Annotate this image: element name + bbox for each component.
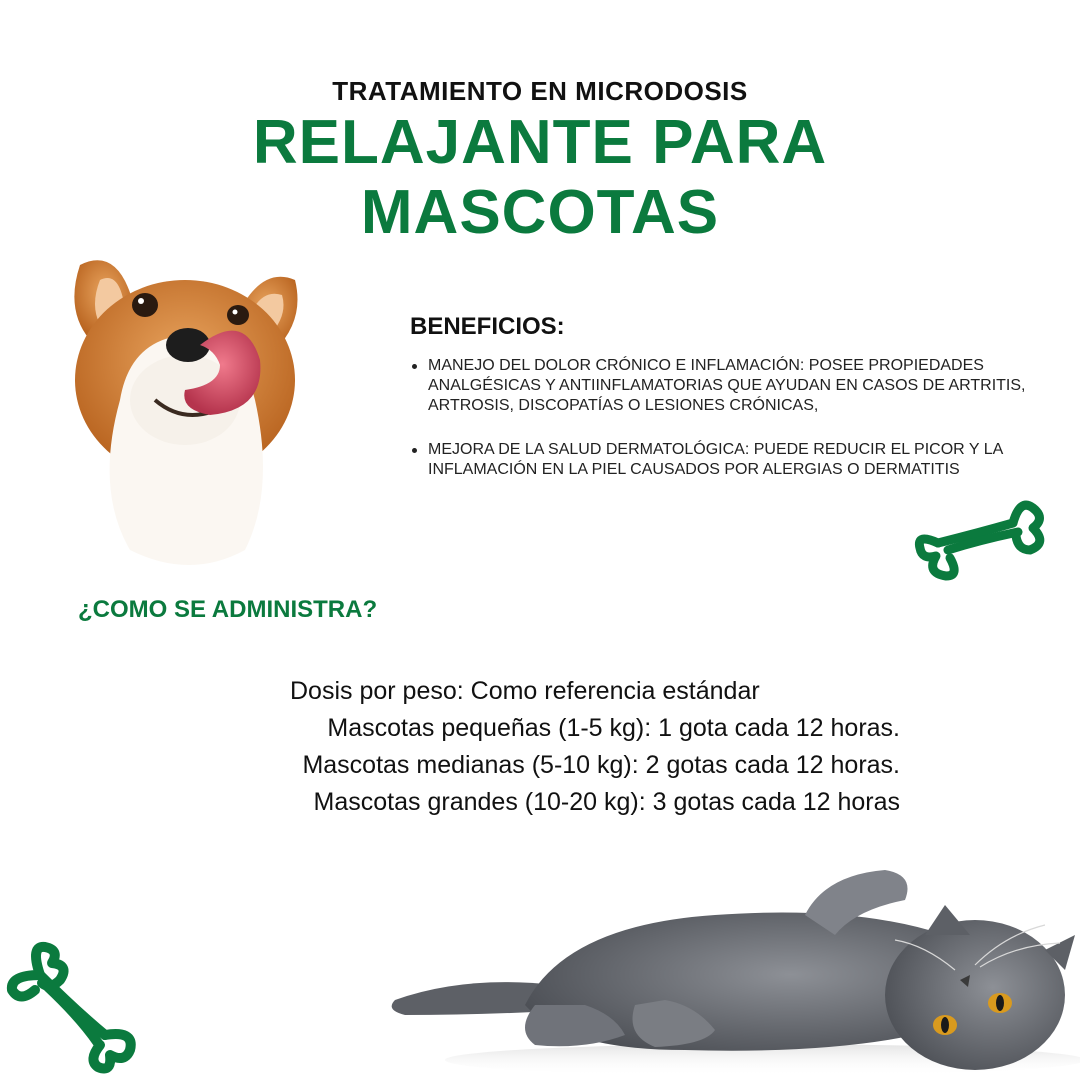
title-line-2: MASCOTAS: [360, 178, 720, 247]
corgi-dog-image: [60, 250, 305, 570]
benefit-item: MEJORA DE LA SALUD DERMATOLÓGICA: PUEDE REDUCIR EL PICOR Y LA INFLAMACIÓN EN LA PIEL CAUSADOS POR ALERGIAS O DERMATITIS: [410, 440, 1050, 480]
dose-line: Dosis por peso: Como referencia estándar: [290, 677, 760, 705]
page-title: [0, 108, 1080, 248]
green-bone-icon: [0, 935, 145, 1075]
dose-line: Mascotas medianas (5-10 kg): 2 gotas cada 12 horas.: [302, 751, 900, 779]
gray-cat-image: [385, 855, 1080, 1080]
benefit-item: MANEJO DEL DOLOR CRÓNICO E INFLAMACIÓN: POSEE PROPIEDADES ANALGÉSICAS Y ANTIINFLAMATORIAS QUE AYUDAN EN CASOS DE ARTRITIS, ARTROSIS, DISCOPATÍAS O LESIONES CRÓNICAS,: [410, 356, 1050, 416]
pretitle: TRATAMIENTO EN MICRODOSIS: [332, 76, 748, 106]
green-bone-icon: [908, 488, 1048, 588]
administration-heading: ¿COMO SE ADMINISTRA?: [78, 596, 378, 623]
dose-line: Mascotas grandes (10-20 kg): 3 gotas cada 12 horas: [313, 788, 900, 816]
benefits-heading: BENEFICIOS:: [410, 313, 565, 340]
benefits-list: [410, 356, 1050, 504]
dose-line: Mascotas pequeñas (1-5 kg): 1 gota cada 12 horas.: [327, 714, 900, 742]
title-line-1: RELAJANTE PARA: [252, 108, 828, 177]
